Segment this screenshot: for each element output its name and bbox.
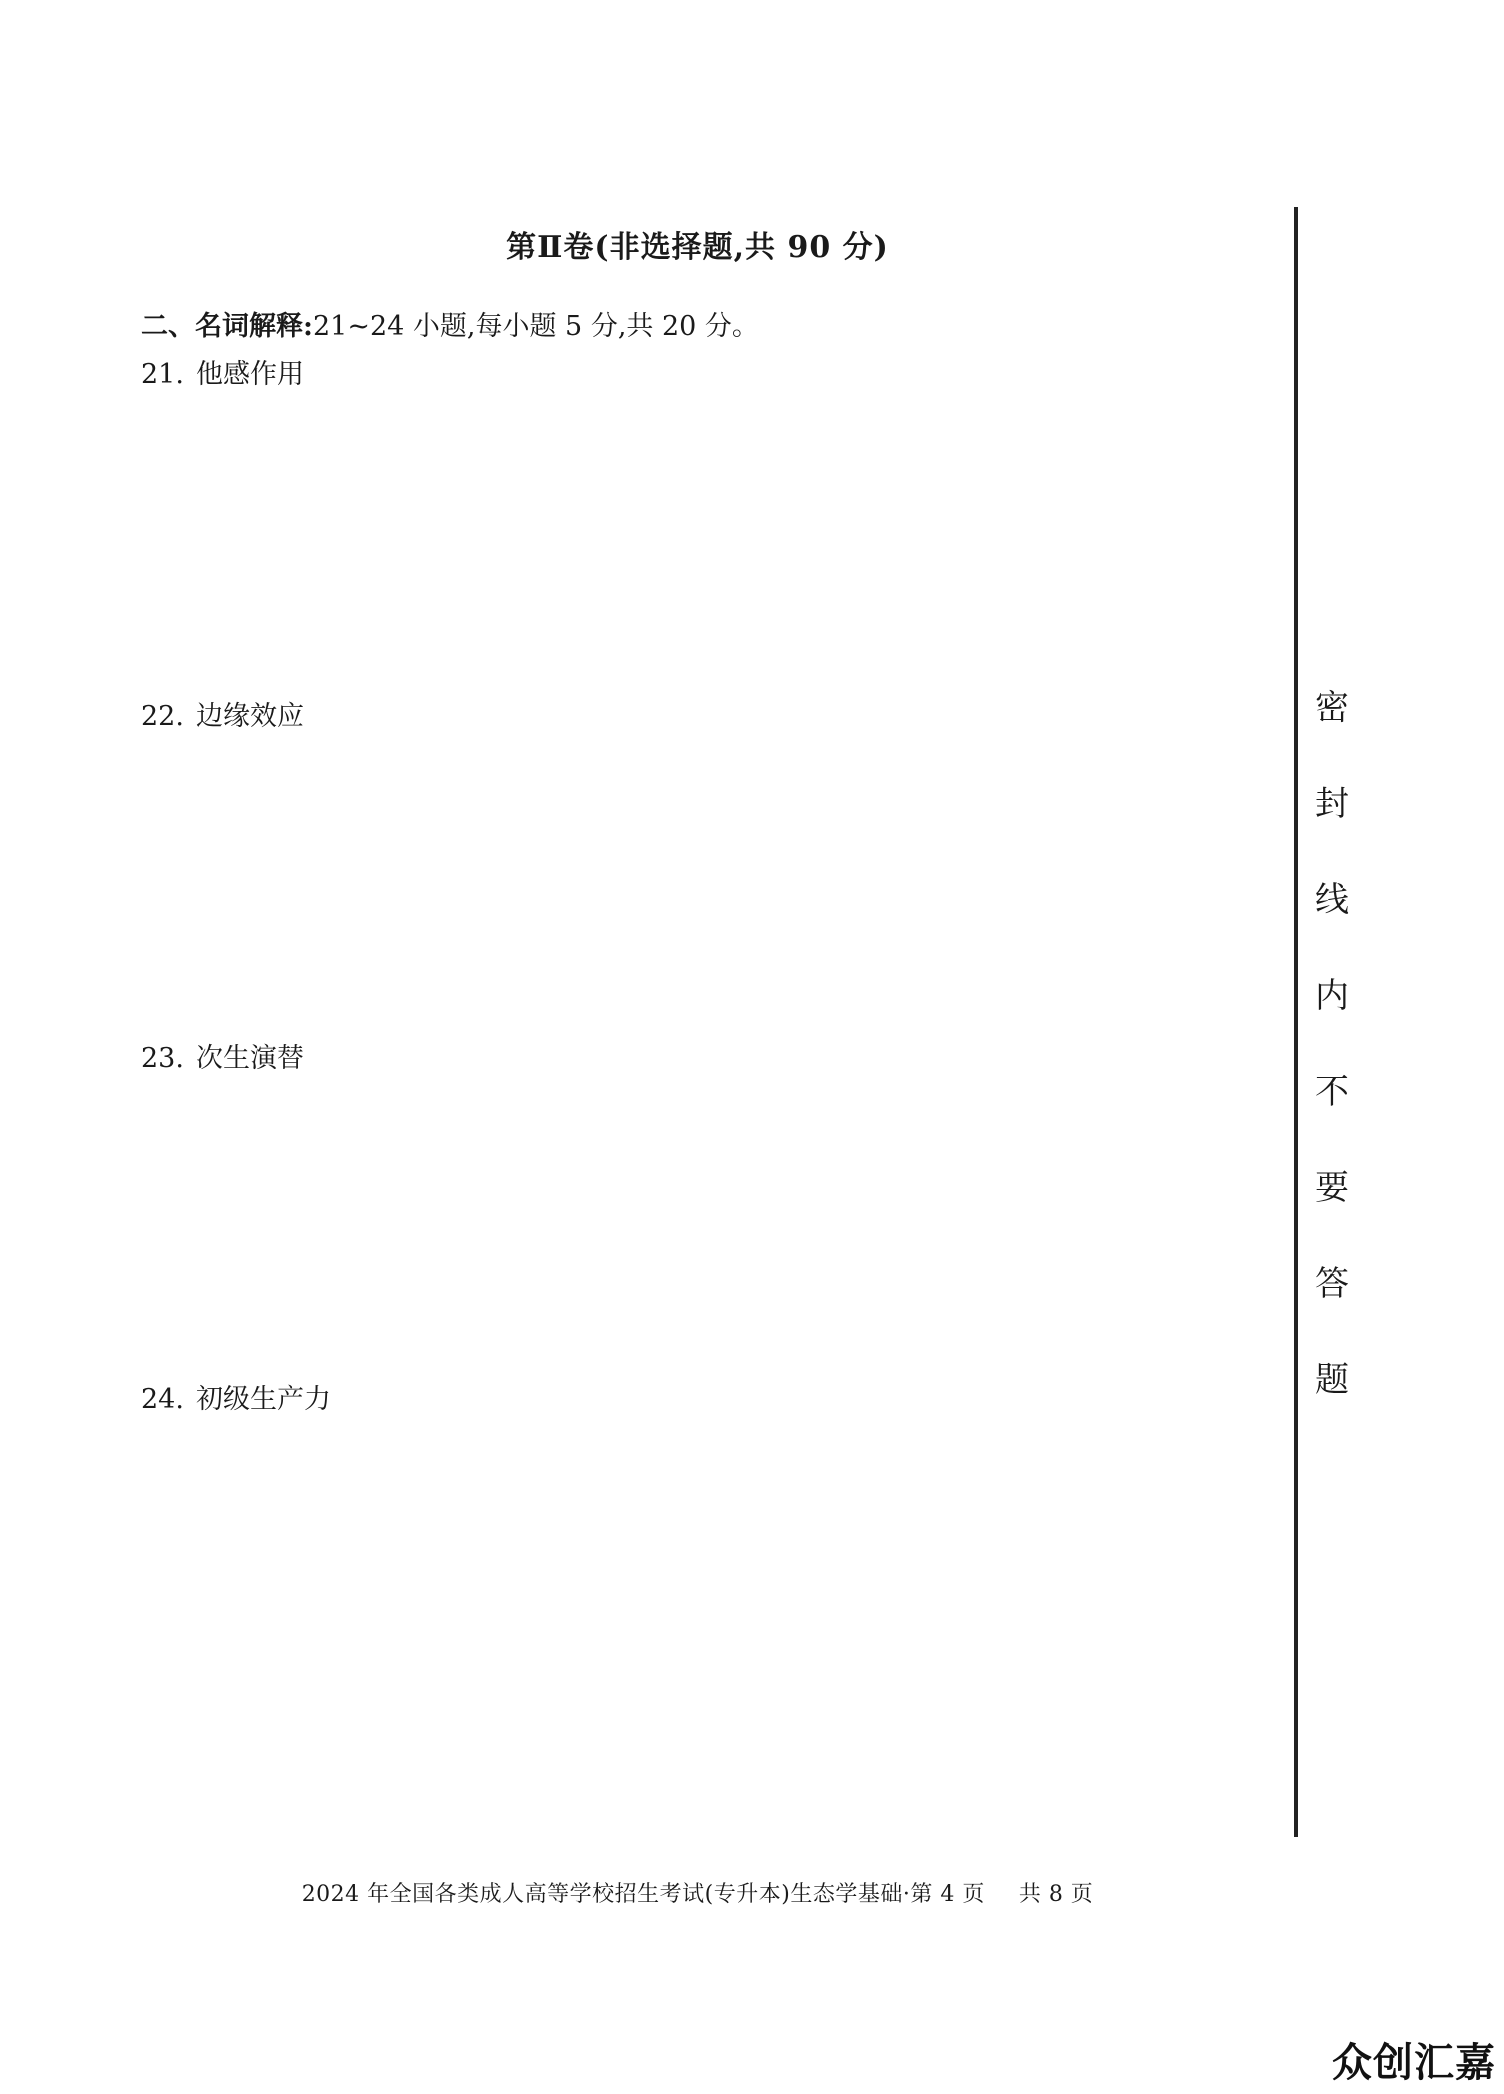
question-22	[141, 694, 304, 733]
seal-char: 封	[1315, 784, 1349, 824]
question-number: 22.	[141, 701, 184, 732]
section-heading	[141, 304, 759, 343]
seal-char: 题	[1315, 1360, 1349, 1400]
question-text: 他感作用	[195, 359, 304, 390]
watermark-logo: 众创汇嘉	[1332, 2040, 1496, 2086]
section-instructions: 21~24 小题,每小题 5 分,共 20 分。	[312, 311, 759, 342]
seal-char: 要	[1315, 1168, 1349, 1208]
footer-main: 2024 年全国各类成人高等学校招生考试(专升本)生态学基础·第 4 页	[301, 1882, 985, 1907]
question-number: 21.	[141, 359, 184, 390]
seal-char: 答	[1315, 1264, 1349, 1304]
seal-char: 内	[1315, 976, 1349, 1016]
question-text: 次生演替	[195, 1043, 304, 1074]
section-label: 二、名词解释:	[141, 311, 313, 342]
question-number: 24.	[141, 1384, 184, 1415]
page-footer	[0, 1877, 1395, 1908]
question-text: 边缘效应	[195, 701, 304, 732]
seal-notice	[1312, 660, 1352, 1428]
seal-char: 密	[1315, 688, 1349, 728]
question-24	[141, 1377, 331, 1416]
footer-total-pages: 共 8 页	[1018, 1882, 1094, 1907]
question-number: 23.	[141, 1043, 184, 1074]
page-title: 第Ⅱ卷(非选择题,共 90 分)	[506, 230, 889, 265]
question-23	[141, 1036, 304, 1075]
seal-char: 线	[1315, 880, 1349, 920]
seal-line	[1294, 207, 1298, 1837]
question-21	[141, 352, 304, 391]
question-text: 初级生产力	[195, 1384, 331, 1415]
seal-char: 不	[1315, 1072, 1349, 1112]
